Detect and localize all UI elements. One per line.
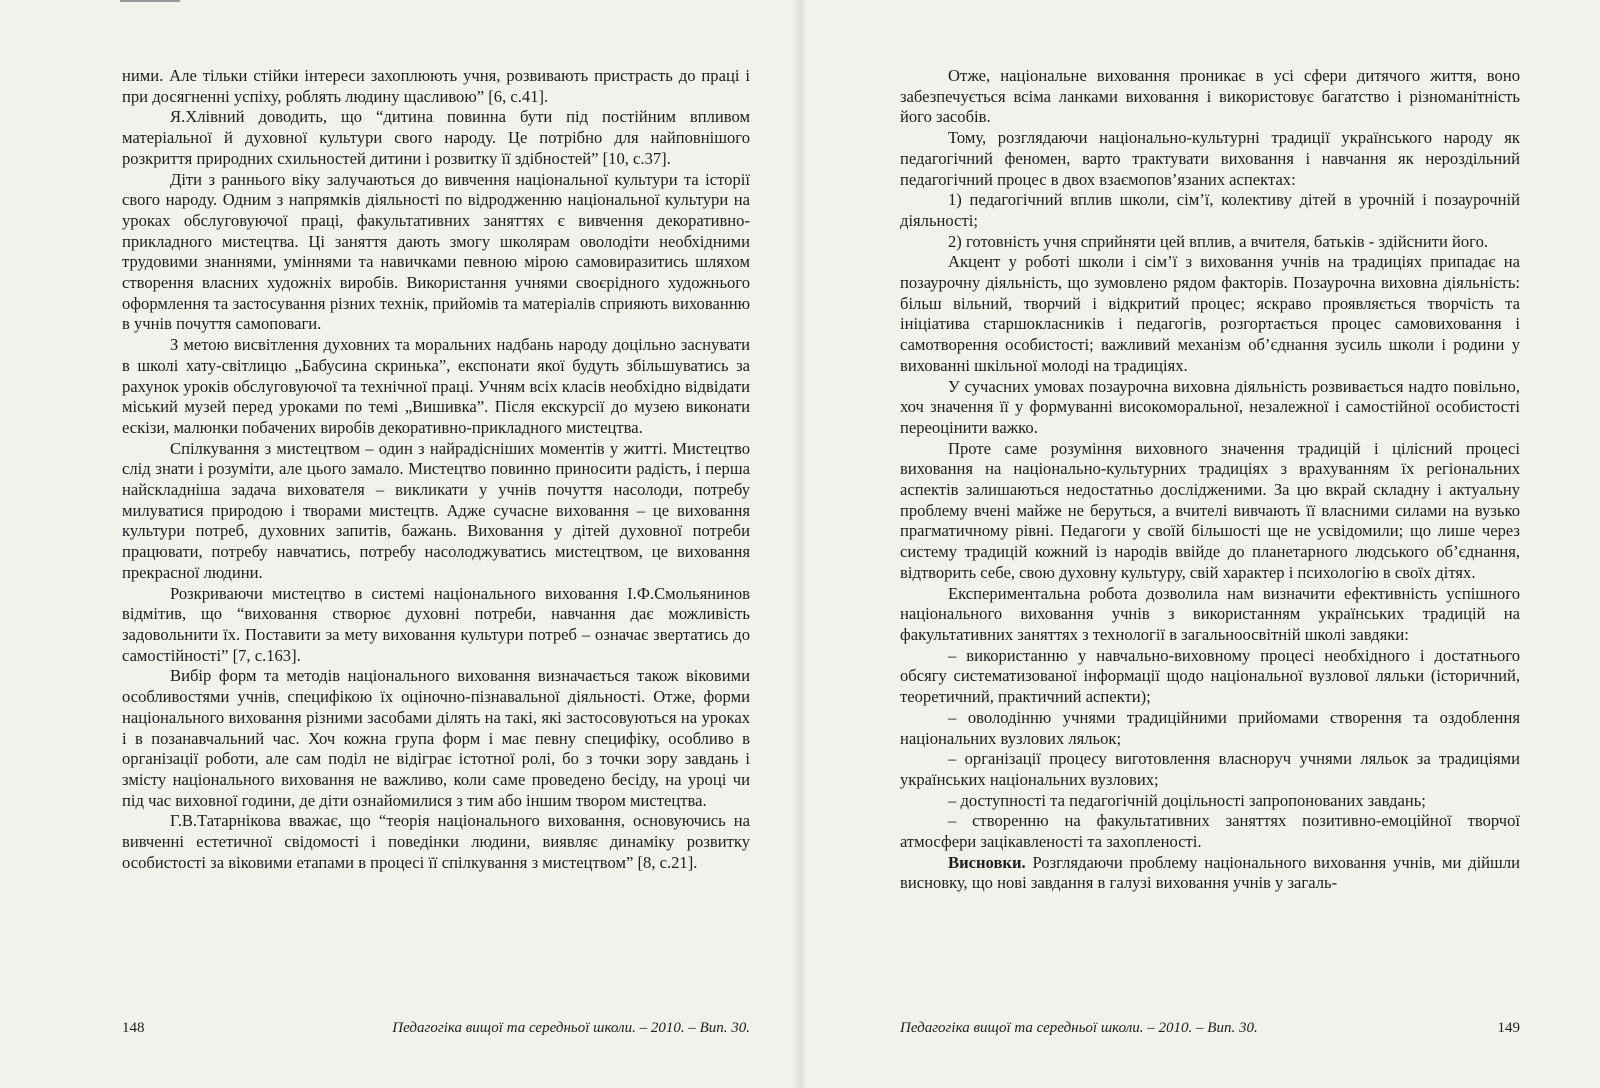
page-number: 148 [122, 1020, 145, 1036]
left-page-body [122, 66, 750, 873]
conclusion-paragraph [900, 853, 1520, 894]
list-item: – організації процесу виготовлення власноруч учнями ляльок за традиціями українських національних вузлових; [900, 749, 1520, 789]
list-item: 2) готовність учня сприйняти цей вплив, а вчителя, батьків - здійснити його. [948, 231, 1489, 251]
list-item: 1) педагогічний вплив школи, сім’ї, колективу дітей в урочній і позаурочній діяльності; [900, 190, 1520, 230]
page-number: 149 [1497, 1020, 1520, 1036]
left-paragraph: Г.В.Татарнікова вважає, що “теорія національного виховання, основуючись на вивченні естетичної свідомості і поведінки людини, виявляє динаміку розвитку особистості за віковими етапами в процесі її спілкування з мистецтвом” [8, с.21]. [122, 811, 750, 872]
left-paragraph: Вибір форм та методів національного виховання визначається також віковими особливостями учнів, специфікою їх оціночно-пізнавальної діяльності. Отже, форми національного виховання різними засобами ділять на такі, які застосовуються на уроках і в позанавчальний час. Хоч кожна група форм і має певну специфіку, особливо в організації роботи, але сам поділ не відіграє істотної ролі, бо з точки зору завдань і змісту національного виховання не важливо, коли саме проведено бесіду, на уроці чи під час виховної години, де діти ознайомилися з тим або іншим твором мистецтва. [122, 666, 750, 810]
left-page-footer [122, 1020, 750, 1037]
list-item: – доступності та педагогічній доцільності запропонованих завдань; [948, 790, 1426, 810]
left-paragraph: Я.Хлівний доводить, що “дитина повинна бути під постійним впливом матеріальної й духовної культури свого народу. Це потрібно для найповнішого розкриття природних схильностей дитини і розвитку її здібностей” [10, с.37]. [122, 107, 750, 168]
left-paragraph: ними. Але тільки стійки інтереси захоплюють учня, розвивають пристрасть до праці і при досягненні успіху, роблять людину щасливою” [6, с.41]. [122, 66, 750, 106]
list-item: – використанню у навчально-виховному процесі необхідного і достатнього обсягу систематизованої інформації щодо національної вузлової ляльки (історичний, теоретичний, практичний аспекти); [900, 645, 1520, 707]
list-item: – оволодінню учнями традиційними прийомами створення та оздоблення національних вузлових ляльок; [900, 707, 1520, 748]
left-paragraph: Спілкування з мистецтвом – один з найрадісніших моментів у житті. Мистецтво слід знати і розуміти, але цього замало. Мистецтво повинно приносити радість, і перша найскладніша задача вихователя – викликати у учнів почуття насолоди, потребу милуватися природою і творами мистецтв. Адже сучасне виховання – це виховання культури потреб, духовних запитів, бажань. Виховання у дітей духовної потреби працювати, потребу навчатись, потребу насолоджуватись мистецтвом, це виховання прекрасної людини. [122, 438, 750, 582]
list-item: – створенню на факультативних заняттях позитивно-емоційної творчої атмосфери зацікавленості та захопленості. [900, 811, 1520, 852]
scan-mark [120, 0, 180, 2]
right-page-body [900, 66, 1520, 894]
right-paragraph: Експериментальна робота дозволила нам визначити ефективність успішного національного виховання учнів з використанням українських традицій на факультативних заняттях з технології в загальноосвітній школі завдяки: [900, 583, 1520, 644]
right-paragraph: Отже, національне виховання проникає в усі сфери дитячого життя, воно забезпечується всіма ланками виховання і використовує багатство і різноманітність його засобів. [900, 66, 1520, 127]
right-paragraph: Тому, розглядаючи національно-культурні традиції українського народу як педагогічний феномен, варто трактувати виховання і навчання як нероздільний педагогічний процес в двох взаємопов’язаних аспектах: [900, 128, 1520, 189]
left-paragraph: Розкриваючи мистецтво в системі національного виховання І.Ф.Смольянинов відмітив, що “виховання створює духовні потреби, навчання дає можливість задовольнити їх. Поставити за мету виховання культури потреб – означає звертатись до самостійності” [7, с.163]. [122, 583, 750, 665]
journal-running-title: Педагогіка вищої та середньої школи. – 2010. – Вип. 30. [392, 1020, 750, 1036]
left-paragraph: З метою висвітлення духовних та моральних надбань народу доцільно заснувати в школі хату-світлицю „Бабусина скринька”, експонати якої будуть збільшуватись за рахунок уроків обслуговуючої та технічної праці. Учням всіх класів необхідно відвідати міський музей перед уроками по темі „Вишивка”. Після екскурсії до музею виконати ескізи, малюнки побачених виробів декоративно-прикладного мистецтва. [122, 335, 750, 437]
right-page-footer [900, 1020, 1520, 1037]
conclusion-text: Розглядаючи проблему національного виховання учнів, ми дійшли висновку, що нові завдання в галузі виховання учнів у загаль- [900, 852, 1520, 893]
journal-running-title: Педагогіка вищої та середньої школи. – 2010. – Вип. 30. [900, 1020, 1258, 1036]
right-paragraph: Проте саме розуміння виховного значення традицій і цілісний процесі виховання на національно-культурних традиціях з врахуванням їх регіональних аспектів залишаються недостатньо дослідженими. За цю вкрай складну і актуальну проблему вчені майже не беруться, а вчителі вивчають її власними силами на вузько прагматичному рівні. Педагоги у своїй більшості ще не усвідомили; що лише через систему традицій кожний із народів ввійде до планетарного людського об’єднання, відтворить себе, свою духовну культуру, свій характер і психологію в своїх дітях. [900, 438, 1520, 582]
right-paragraph: Акцент у роботі школи і сім’ї з виховання учнів на традиціях припадає на позаурочну діяльність, що зумовлено рядом факторів. Позаурочна виховна діяльність: більш вільний, творчий і відкритий процес; яскраво проявляється творчість та ініціатива старшокласників і педагогів, розгортається процес самовиховання і самотворення особистості; важливий механізм об’єднання зусиль школи і родини у вихованні шкільної молоді на традиціях. [900, 252, 1520, 375]
left-paragraph: Діти з раннього віку залучаються до вивчення національної культури та історії свого народу. Одним з напрямків діяльності по відродженню національної культури на уроках обслуговуючої праці, факультативних заняттях є вивчення декоративно-прикладного мистецтва. Ці заняття дають змогу школярам оволодіти необхідними трудовими знаннями, уміннями та навичками певною мірою самовиразитись шляхом створення власних художніх виробів. Використання учнями своєрідного художнього оформлення та застосування різних технік, прийомів та матеріалів сприяють вихованню в учнів почуття самоповаги. [122, 169, 750, 334]
right-paragraph: У сучасних умовах позаурочна виховна діяльність розвивається надто повільно, хоч значення її у формуванні високоморальної, незалежної і самостійної особистості переоцінити важко. [900, 376, 1520, 437]
book-gutter [792, 0, 808, 1088]
conclusion-heading: Висновки. [948, 852, 1026, 872]
